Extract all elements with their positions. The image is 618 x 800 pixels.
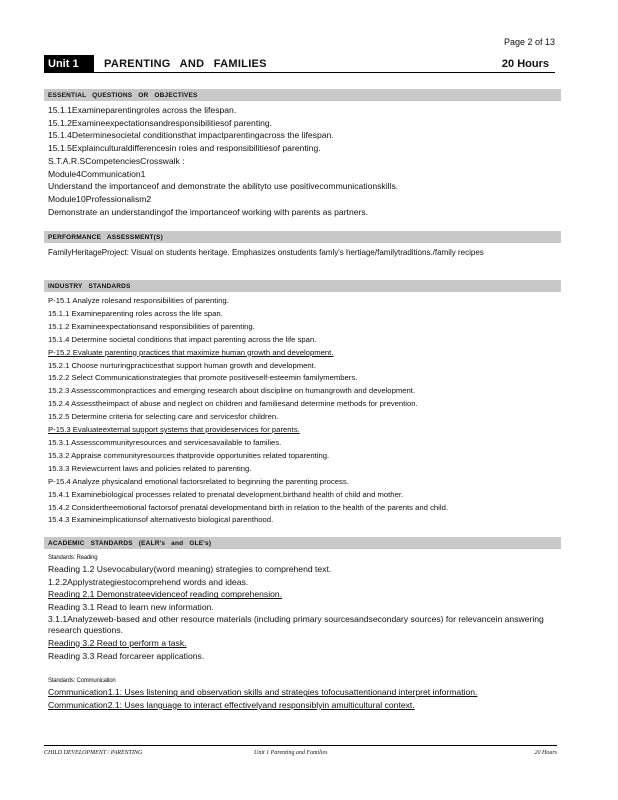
footer-hours: 20 Hours: [534, 750, 557, 756]
essential-question-line: S.T.A.R.SCompetenciesCrosswalk :: [48, 155, 185, 166]
essential-questions-header: ESSENTIAL QUESTIONS OR OBJECTIVES: [44, 89, 561, 101]
performance-assessment-header: PERFORMANCE ASSESSMENT(S): [44, 231, 561, 243]
industry-standards-list: [44, 295, 557, 527]
industry-standard-line: P-15.1 Analyze rolesand responsibilities of parenting.: [48, 296, 229, 305]
essential-question-line: 15.1.2Examineexpectationsandresponsibilitiesof parenting.: [48, 117, 273, 128]
industry-standard-line: 15.3.2 Appraise communityresources thatprovide opportunities related toparenting.: [48, 450, 330, 460]
unit-title: PARENTING AND FAMILIES: [104, 57, 267, 70]
essential-question-line: Understand the importanceof and demonstrate the abilityto use positivecommunicationskills.: [48, 181, 399, 192]
reading-standard-line: Reading 3.3 Read forcareer applications.: [48, 650, 205, 661]
unit-title-bar: [44, 55, 555, 73]
industry-standard-line: 15.4.1 Examinebiological processes related to prenatal development,birthand health of child and mother.: [48, 489, 404, 499]
industry-standard-line: 15.2.2 Select Communicationstrategies that promote positiveself-esteemin familymembers.: [48, 373, 358, 383]
industry-standard-line: 15.3.3 Reviewcurrent laws and policies related to parenting.: [48, 463, 252, 473]
industry-standard-line: 15.3.1 Assesscommunityresources and servicesavailable to families.: [48, 437, 282, 447]
communication-standards-label: Standards: Communication: [48, 678, 116, 685]
reading-standard-line: Reading 3.2 Read to perform a task.: [48, 637, 187, 648]
industry-standard-line: 15.4.2 Considertheemotional factorsof prenatal developmentand birth in relation to the health of the parents and child.: [48, 502, 449, 512]
reading-standard-line: 3.1.1Analyzeweb-based and other resource materials (including primary sourcesandsecondary sources) for relevancein answering research questions.: [48, 613, 544, 636]
academic-standards-body: [44, 553, 557, 712]
industry-standard-line: 15.4.3 Examineimplicationsof alternativesto biological parenthood.: [48, 515, 274, 525]
communication-standards-list: [48, 686, 557, 711]
essential-question-line: Module10Professionalism2: [48, 193, 152, 204]
reading-standards-list: [48, 563, 557, 662]
industry-standard-line: P-15.4 Analyze physicaland emotional factorsrelated to beginning the parenting process.: [48, 476, 349, 486]
industry-standard-line: 15.2.3 Assesscommonpractices and emerging research about discipline on humangrowth and development.: [48, 386, 416, 396]
industry-standard-line: 15.1.4 Determine societal conditions that impact parenting across the life span.: [48, 334, 317, 344]
reading-standards-label: Standards: Reading: [48, 555, 98, 561]
communication-standard-line: Communication1.1: Uses listening and observation skills and strategies tofocusattentionand interpret information.: [48, 687, 478, 698]
performance-assessment-body: [44, 247, 557, 259]
industry-standard-line: 15.2.4 Assesstheimpact of abuse and neglect on children and familiesand determine methods for prevention.: [48, 399, 418, 409]
essential-question-line: Module4Communication1: [48, 168, 146, 179]
industry-standards-header: INDUSTRY STANDARDS: [44, 280, 561, 292]
page-number: Page 2 of 13: [503, 37, 555, 47]
footer-course: CHILD DEVELOPMENT / PARENTING: [44, 750, 143, 756]
unit-hours: 20 Hours: [501, 57, 549, 70]
unit-label: Unit 1: [44, 55, 94, 72]
industry-standard-line: 15.2.1 Choose nurturingpracticesthat support human growth and development.: [48, 360, 316, 370]
essential-question-line: Demonstrate an understandingof the importanceof working with parents as partners.: [48, 206, 369, 217]
reading-standard-line: Reading 1.2 Usevocabulary(word meaning) strategies to comprehend text.: [48, 564, 332, 574]
academic-standards-header: ACADEMIC STANDARDS (EALR's and GLE's): [44, 537, 561, 549]
page-footer: [44, 745, 557, 760]
reading-standard-line: 1.2.2Applystrategiestocomprehend words and ideas.: [48, 576, 249, 587]
communication-standard-line: Communication2.1: Uses language to interact effectivelyand responsiblyin amulticultural context.: [48, 699, 415, 710]
industry-standard-line: 15.1.1 Examineparenting roles across the life span.: [48, 308, 223, 318]
industry-standard-line: 15.1.2 Examineexpectationsand responsibilities of parenting.: [48, 321, 255, 331]
industry-standard-line: P-15.3 Evaluateexternal support systems that provideservices for parents.: [48, 425, 300, 435]
essential-question-line: 15.1.4Determinesocietal conditionsthat impactparentingacross the lifespan.: [48, 130, 334, 141]
performance-assessment-text: FamilyHeritageProject: Visual on students heritage. Emphasizes onstudents famly's hertiage/familytraditions./family recipes: [48, 248, 484, 257]
essential-question-line: 15.1.1Examineparentingroles across the lifespan.: [48, 105, 237, 115]
footer-unit: Unit 1 Parenting and Families: [254, 750, 328, 756]
reading-standard-line: Reading 2.1 Demonstrateevidenceof reading comprehension.: [48, 589, 283, 600]
essential-question-line: 15.1.5Explainculturaldifferencesin roles and responsibilitiesof parenting.: [48, 143, 321, 154]
industry-standard-line: P-15.2 Evaluate parenting practices that maximize human growth and development.: [48, 347, 334, 357]
reading-standard-line: Reading 3.1 Read to learn new information.: [48, 602, 214, 613]
industry-standard-line: 15.2.5 Determine criteria for selecting care and servicesfor children.: [48, 412, 279, 422]
essential-questions-list: [44, 104, 557, 218]
